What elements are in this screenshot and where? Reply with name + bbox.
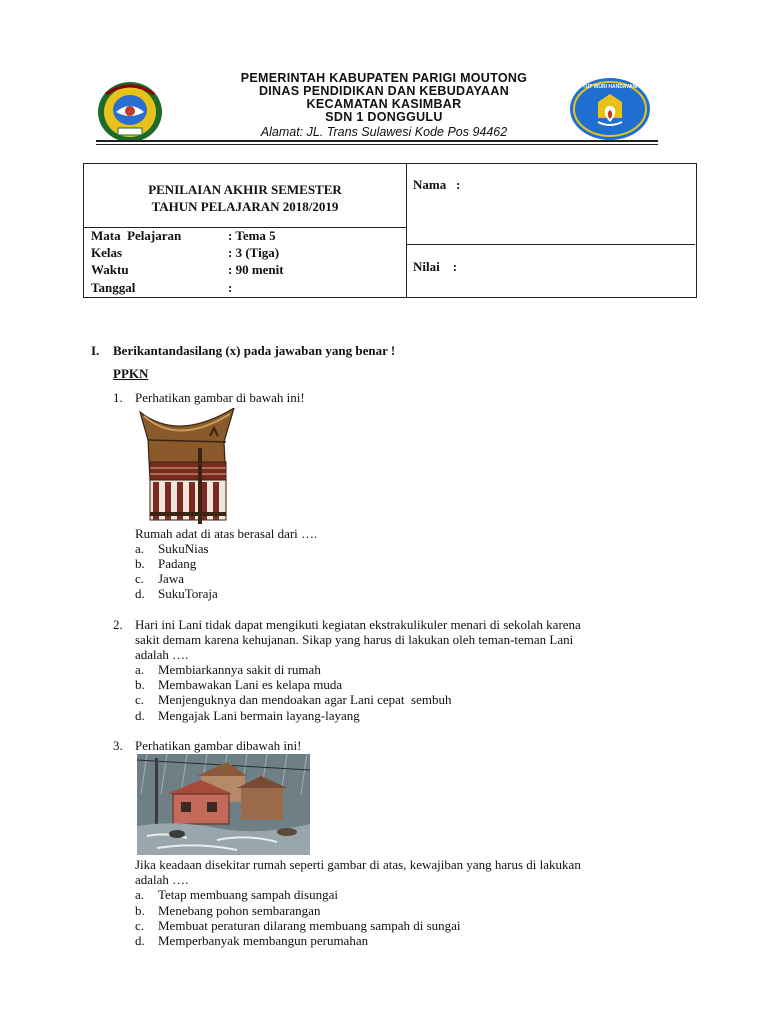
question-text-line: adalah …. — [135, 872, 189, 887]
exam-title-2: TAHUN PELAJARAN 2018/2019 — [151, 199, 339, 214]
question-text-line: adalah …. — [135, 647, 189, 662]
option-letter: d. — [135, 933, 145, 948]
header-divider-thick — [96, 140, 658, 142]
nilai-field[interactable]: Nilai : — [413, 259, 458, 274]
question-number: 1. — [113, 390, 123, 405]
option-letter: a. — [135, 662, 145, 677]
tongkonan-house-icon — [138, 408, 238, 524]
answer-option-d[interactable]: SukuToraja — [158, 586, 218, 601]
option-letter: d. — [135, 708, 145, 723]
option-letter: c. — [135, 571, 145, 586]
question-text-line: sakit demam karena kehujanan. Sikap yang harus di lakukan oleh teman-teman Lani — [135, 632, 574, 647]
answer-option-b[interactable]: Menebang pohon sembarangan — [158, 903, 321, 918]
section-instruction: Berikantandasilang (x) pada jawaban yang benar ! — [113, 343, 396, 358]
right-logo-text: TUT WURI HANDAYANI — [582, 84, 638, 90]
nama-field[interactable]: Nama : — [413, 177, 461, 192]
field-label-kelas: Kelas — [91, 245, 123, 260]
section-number: I. — [91, 343, 100, 358]
question-stem: Rumah adat di atas berasal dari …. — [135, 526, 318, 541]
option-letter: d. — [135, 586, 145, 601]
header-line-2: DINAS PENDIDIKAN DAN KEBUDAYAAN — [258, 84, 510, 98]
answer-option-c[interactable]: Menjenguknya dan mendoakan agar Lani cepat sembuh — [158, 692, 452, 707]
answer-option-b[interactable]: Padang — [158, 556, 197, 571]
field-label-waktu: Waktu — [91, 262, 129, 277]
subject-heading: PPKN — [113, 366, 149, 381]
question-number: 3. — [113, 738, 123, 753]
answer-option-b[interactable]: Membawakan Lani es kelapa muda — [158, 677, 343, 692]
table-divider-right-row — [406, 244, 695, 245]
field-value-tanggal: : — [228, 280, 233, 295]
option-letter: c. — [135, 918, 145, 933]
question-number: 2. — [113, 617, 123, 632]
answer-option-a[interactable]: SukuNias — [158, 541, 209, 556]
header-line-1: PEMERINTAH KABUPATEN PARIGI MOUTONG — [240, 71, 528, 85]
header-divider-thin — [96, 144, 658, 145]
question-text-line: Jika keadaan disekitar rumah seperti gambar di atas, kewajiban yang harus di lakukan — [135, 857, 581, 872]
answer-option-d[interactable]: Mengajak Lani bermain layang-layang — [158, 708, 360, 723]
flood-scene-image — [137, 754, 310, 855]
option-letter: a. — [135, 887, 145, 902]
table-divider-vertical — [406, 163, 407, 297]
field-value-kelas: : 3 (Tiga) — [228, 245, 280, 260]
field-label-mata-pelajaran: Mata Pelajaran — [91, 228, 182, 243]
option-letter: a. — [135, 541, 145, 556]
option-letter: b. — [135, 556, 145, 571]
header-line-4: SDN 1 DONGGULU — [325, 110, 443, 124]
answer-option-d[interactable]: Memperbanyak membangun perumahan — [158, 933, 369, 948]
header-line-3: KECAMATAN KASIMBAR — [306, 97, 462, 111]
question-text: Perhatikan gambar di bawah ini! — [135, 390, 305, 405]
field-label-tanggal: Tanggal — [91, 280, 136, 295]
toraja-house-image — [138, 408, 238, 524]
option-letter: b. — [135, 677, 145, 692]
answer-option-c[interactable]: Jawa — [158, 571, 184, 586]
answer-option-c[interactable]: Membuat peraturan dilarang membuang sampah di sungai — [158, 918, 461, 933]
option-letter: b. — [135, 903, 145, 918]
field-value-mata-pelajaran: : Tema 5 — [228, 228, 276, 243]
option-letter: c. — [135, 692, 145, 707]
exam-title-1: PENILAIAN AKHIR SEMESTER — [148, 182, 342, 197]
answer-option-a[interactable]: Tetap membuang sampah disungai — [158, 887, 338, 902]
flooded-houses-icon — [137, 754, 310, 855]
field-value-waktu: : 90 menit — [228, 262, 284, 277]
school-address: Alamat: JL. Trans Sulawesi Kode Pos 94462 — [260, 125, 508, 139]
question-text-line: Hari ini Lani tidak dapat mengikuti kegiatan ekstrakulikuler menari di sekolah karena — [135, 617, 581, 632]
question-text: Perhatikan gambar dibawah ini! — [135, 738, 302, 753]
answer-option-a[interactable]: Membiarkannya sakit di rumah — [158, 662, 321, 677]
